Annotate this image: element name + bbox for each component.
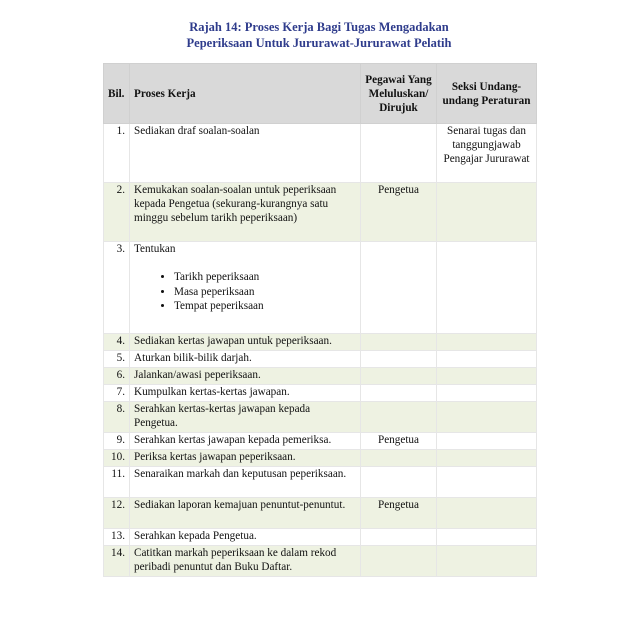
row-approver <box>361 334 437 351</box>
row-regulation <box>437 433 537 450</box>
row-regulation <box>437 368 537 385</box>
row-process: Serahkan kertas jawapan kepada pemeriksa. <box>130 433 361 450</box>
table-row <box>104 498 537 529</box>
table-row <box>104 124 537 183</box>
row-number: 6. <box>104 368 130 385</box>
row-approver <box>361 351 437 368</box>
table-row <box>104 183 537 242</box>
row-number: 4. <box>104 334 130 351</box>
table-row <box>104 546 537 577</box>
row-regulation <box>437 351 537 368</box>
row-process: Catitkan markah peperiksaan ke dalam rekod peribadi penuntut dan Buku Daftar. <box>130 546 361 577</box>
row-regulation <box>437 529 537 546</box>
row-process: Serahkan kepada Pengetua. <box>130 529 361 546</box>
row-process-text: Tentukan <box>134 243 176 255</box>
row-regulation <box>437 498 537 529</box>
header-proses-kerja: Proses Kerja <box>130 64 361 124</box>
row-approver <box>361 242 437 334</box>
row-regulation <box>437 183 537 242</box>
row-process: Jalankan/awasi peperiksaan. <box>130 368 361 385</box>
row-process: Sediakan draf soalan-soalan <box>130 124 361 183</box>
title-line-1: Rajah 14: Proses Kerja Bagi Tugas Mengadakan <box>189 20 449 34</box>
row-regulation <box>437 402 537 433</box>
table-row <box>104 529 537 546</box>
header-pegawai: Pegawai Yang Meluluskan/ Dirujuk <box>361 64 437 124</box>
row-number: 10. <box>104 450 130 467</box>
row-number: 8. <box>104 402 130 433</box>
table-row <box>104 402 537 433</box>
bullet-item: • Tarikh peperiksaan <box>174 270 356 285</box>
table-row <box>104 433 537 450</box>
row-approver <box>361 385 437 402</box>
bullet-list <box>134 270 356 314</box>
row-regulation <box>437 385 537 402</box>
table-row <box>104 351 537 368</box>
row-regulation <box>437 467 537 498</box>
row-approver <box>361 546 437 577</box>
row-approver <box>361 402 437 433</box>
table-row <box>104 242 537 334</box>
row-approver <box>361 467 437 498</box>
row-number: 12. <box>104 498 130 529</box>
row-number: 14. <box>104 546 130 577</box>
row-regulation: Senarai tugas dan tanggungjawab Pengajar Jururawat <box>437 124 537 183</box>
row-approver <box>361 450 437 467</box>
table-row <box>104 334 537 351</box>
row-regulation <box>437 450 537 467</box>
row-process: Periksa kertas jawapan peperiksaan. <box>130 450 361 467</box>
table-header-row <box>104 64 537 124</box>
row-approver <box>361 529 437 546</box>
row-process: Serahkan kertas-kertas jawapan kepada Pengetua. <box>130 402 361 433</box>
table-row <box>104 450 537 467</box>
bullet-item: • Tempat peperiksaan <box>174 299 356 314</box>
row-number: 2. <box>104 183 130 242</box>
row-approver <box>361 124 437 183</box>
table-row <box>104 467 537 498</box>
row-number: 1. <box>104 124 130 183</box>
header-bil: Bil. <box>104 64 130 124</box>
work-process-table <box>103 63 537 577</box>
row-process: Senaraikan markah dan keputusan peperiksaan. <box>130 467 361 498</box>
table-row <box>104 368 537 385</box>
row-process: Aturkan bilik-bilik darjah. <box>130 351 361 368</box>
row-number: 13. <box>104 529 130 546</box>
row-regulation <box>437 546 537 577</box>
row-number: 5. <box>104 351 130 368</box>
row-process: Sediakan laporan kemajuan penuntut-penuntut. <box>130 498 361 529</box>
row-approver: Pengetua <box>361 498 437 529</box>
row-process: Kumpulkan kertas-kertas jawapan. <box>130 385 361 402</box>
row-approver: Pengetua <box>361 433 437 450</box>
row-number: 7. <box>104 385 130 402</box>
bullet-item: • Masa peperiksaan <box>174 285 356 300</box>
title-line-2: Peperiksaan Untuk Jururawat-Jururawat Pelatih <box>186 36 452 50</box>
row-regulation <box>437 334 537 351</box>
row-number: 3. <box>104 242 130 334</box>
header-seksi: Seksi Undang-undang Peraturan <box>437 64 537 124</box>
row-process: Kemukakan soalan-soalan untuk peperiksaan kepada Pengetua (sekurang-kurangnya satu minggu sebelum tarikh peperiksaan) <box>130 183 361 242</box>
row-regulation <box>437 242 537 334</box>
document-title <box>0 19 638 51</box>
row-approver: Pengetua <box>361 183 437 242</box>
row-number: 9. <box>104 433 130 450</box>
row-process: Sediakan kertas jawapan untuk peperiksaan. <box>130 334 361 351</box>
row-approver <box>361 368 437 385</box>
row-process <box>130 242 361 334</box>
row-number: 11. <box>104 467 130 498</box>
table-row <box>104 385 537 402</box>
